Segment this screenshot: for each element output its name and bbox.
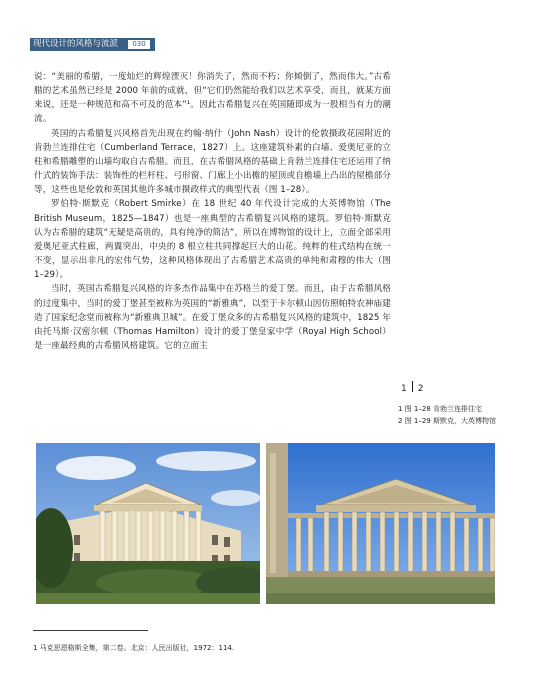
caption-2: 2 图 1–29 斯默克，大英博物馆 <box>398 416 496 425</box>
body-text <box>34 70 391 353</box>
figure-captions <box>398 404 508 427</box>
figure-index-right: 2 <box>417 384 424 394</box>
running-header-title: 现代设计的风格与流派 <box>33 39 119 49</box>
paragraph: 罗伯特·斯默克（Robert Smirke）在 18 世纪 40 年代设计完成的大英博物馆（The British Museum，1825—1847）也是一座典型的古希腊复兴风格的建筑。罗伯特·斯默克认为古希腊的建筑“无疑是高贵的，具有纯净的简洁”，所以在博物馆的设计上，立面全部采用爱奥尼亚式柱廊，两翼突出，中央的 8 根立柱共同撑起巨大的山花。纯粹的柱式结构在统一不变，显示出非凡的宏伟气势，这种风格体现出了古希腊艺术高贵的单纯和肃穆的伟大（图 1–29）。 <box>34 199 391 281</box>
figure-index <box>401 381 423 394</box>
figure-index-left: 1 <box>401 384 407 394</box>
photo-british-museum <box>266 443 495 604</box>
photo-cumberland-terrace <box>36 443 260 604</box>
paragraph: 英国的古希腊复兴风格首先出现在约翰·纳什（John Nash）设计的伦敦摄政花园附近的肯勃兰连排住宅（Cumberland Terrace，1827）上。这座建筑朴素的白墙、爱奥尼亚的立柱和希腊雕塑的山墙均取自古希腊。而且，在古希腊风格的基础上肯勃兰连排住宅还运用了纳什式的装饰手法：装饰性的栏杆柱、弓形窗、门廊上小出檐的屋顶或自檐墙上凸出的屋檐部分等，这些也是伦敦和英国其他许多城市摄政样式的典型代表（图 1–28）。 <box>34 128 391 196</box>
caption-1: 1 图 1–28 肯勃兰连排住宅 <box>398 405 482 413</box>
paragraph: 当时，英国古希腊复兴风格的许多杰作品集中在苏格兰的爱丁堡。而且，由于古希腊风格的过度集中，当时的爱丁堡甚至被称为英国的“新雅典”，以至于卡尔顿山因仿照帕特农神庙建造了国家纪念堂而被称为“新雅典卫城”。在爱丁堡众多的古希腊复兴风格的建筑中，1825 年由托马斯·汉密尔顿（Thomas Hamilton）设计的爱丁堡皇家中学（Royal High School）是一座最经典的古希腊风格建筑。它的立面主 <box>34 284 391 351</box>
footnote: 1 马克思恩格斯全集，第二卷。北京：人民出版社，1972：114. <box>33 644 235 652</box>
paragraph: 说：“美丽的希腊，一度灿烂的辉煌湮灭！你消失了，然而不朽；你倾倒了，然而伟大。”古希腊的艺术虽然已经是 2000 年前的成就，但“它们仍然能给我们以艺术享受，而且，就某方面来说，还是一种规范和高不可及的范本”¹。因此古希腊复兴在英国随即成为一股相当有力的潮流。 <box>34 72 391 125</box>
figure-index-divider <box>412 381 413 392</box>
footnote-rule <box>33 630 148 631</box>
page-number: 030 <box>128 40 150 49</box>
